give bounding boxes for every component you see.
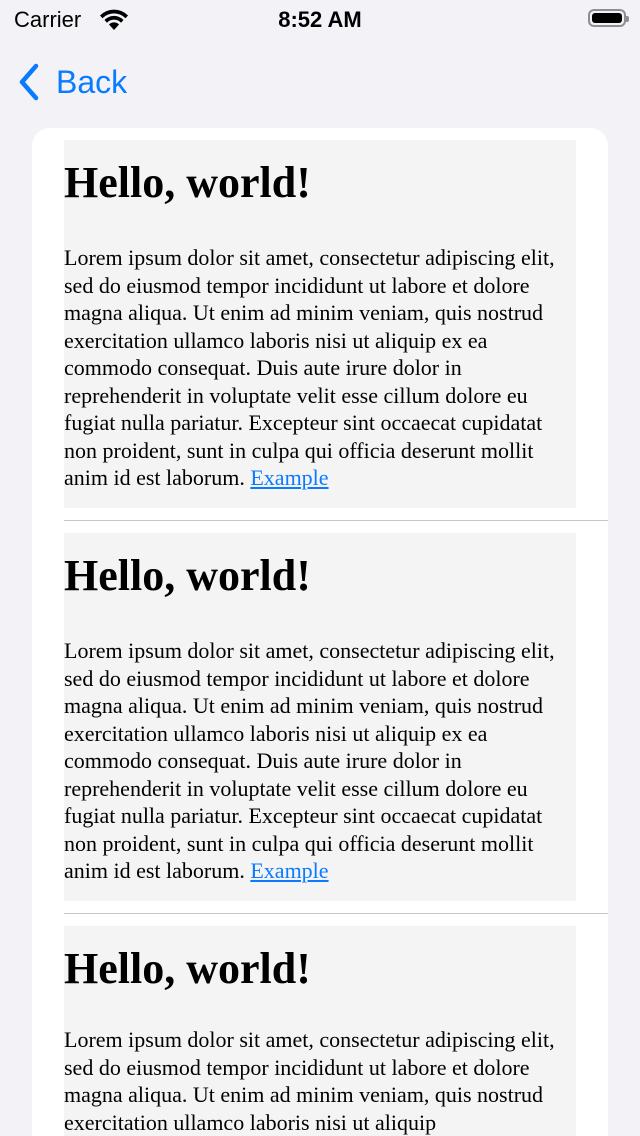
content-list — [32, 128, 608, 1136]
item-title: Hello, world! — [64, 158, 311, 207]
item-body: Lorem ipsum dolor sit amet, consectetur adipiscing elit, sed do eiusmod tempor incididunt ut labore et dolore magna aliqua. Ut enim ad minim veniam, quis nostrud exercitation ullamco laboris nisi ut aliquip ex ea commodo consequat. Duis aute irure dolor in reprehenderit in voluptate velit esse cillum dolore eu fugiat nulla pariatur. Excepteur sint occaecat cupidatat non proident, sunt in culpa qui officia deserunt mollit anim id est laborum. Example — [64, 245, 555, 490]
item-title: Hello, world! — [64, 551, 311, 600]
example-link[interactable]: Example — [250, 858, 329, 883]
web-content — [64, 926, 576, 1136]
web-content — [64, 140, 576, 508]
web-content — [64, 533, 576, 901]
battery-icon — [588, 9, 626, 27]
clock: 8:52 AM — [278, 7, 362, 32]
chevron-left-icon — [16, 62, 42, 102]
list-item — [32, 128, 608, 521]
carrier-label: Carrier — [14, 7, 82, 32]
list-item — [32, 914, 608, 1136]
example-link[interactable]: Example — [250, 465, 329, 490]
status-bar — [0, 0, 640, 40]
back-button[interactable] — [16, 62, 127, 102]
list-item — [32, 521, 608, 914]
item-title: Hello, world! — [64, 944, 311, 993]
item-body: Lorem ipsum dolor sit amet, consectetur adipiscing elit, sed do eiusmod tempor incididunt ut labore et dolore magna aliqua. Ut enim ad minim veniam, quis nostrud exercitation ullamco laboris nisi ut aliquip — [64, 1027, 555, 1135]
item-body: Lorem ipsum dolor sit amet, consectetur adipiscing elit, sed do eiusmod tempor incididunt ut labore et dolore magna aliqua. Ut enim ad minim veniam, quis nostrud exercitation ullamco laboris nisi ut aliquip ex ea commodo consequat. Duis aute irure dolor in reprehenderit in voluptate velit esse cillum dolore eu fugiat nulla pariatur. Excepteur sint occaecat cupidatat non proident, sunt in culpa qui officia deserunt mollit anim id est laborum. Example — [64, 638, 555, 883]
back-label: Back — [56, 63, 128, 100]
